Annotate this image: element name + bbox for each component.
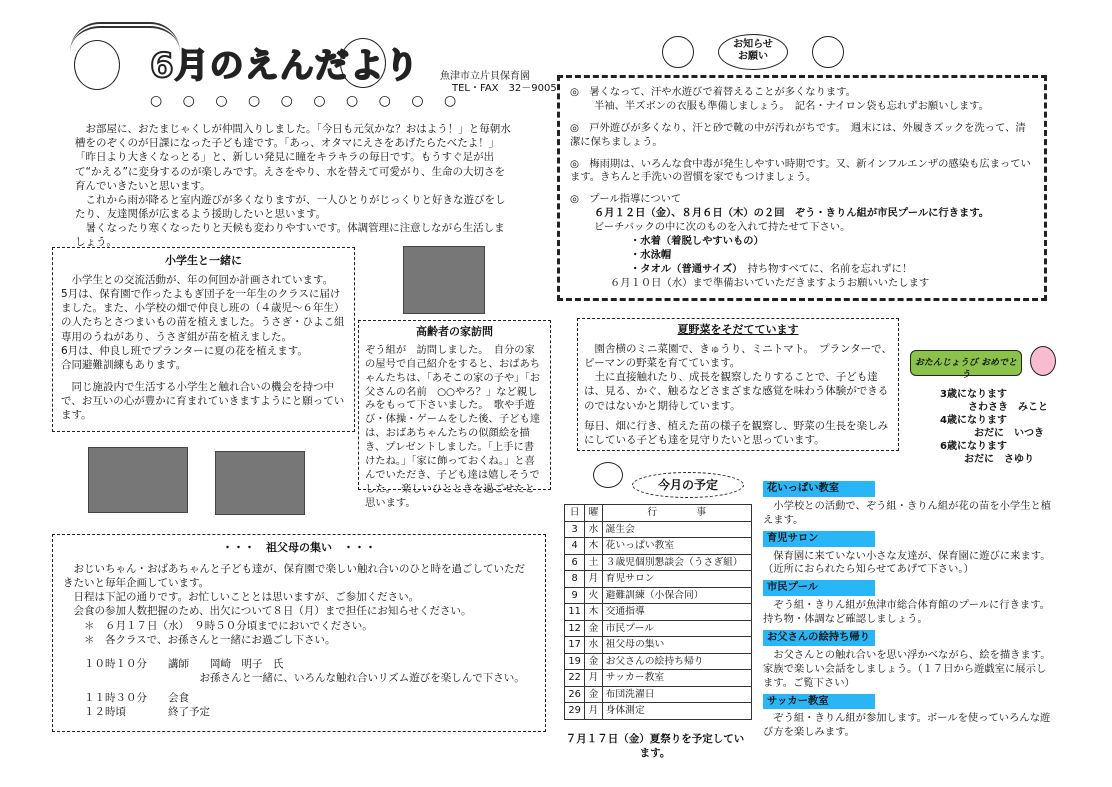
notice-line — [570, 263, 1034, 277]
table-row — [565, 686, 752, 703]
table-cell: 4 — [565, 538, 585, 555]
event-body: 小学校との活動で、ぞう組・きりん組が花の苗を小学生と植えます。 — [763, 499, 1052, 526]
event-body: お父さんとの触れ合いを思い浮かべながら、絵を描きます。 家族で楽しい会話をしましょう。（１７日から遊戯室に展示します。ご覧下さい） — [763, 648, 1056, 689]
photo-field-planting — [88, 447, 188, 513]
birthday-list — [920, 388, 1070, 466]
school-name: 魚津市立片貝保育園 — [440, 71, 530, 82]
notice-line: ・水着（着脱しやすいもの） — [630, 235, 764, 248]
event-heading: サッカー教室 — [763, 694, 875, 710]
intro-text — [75, 122, 515, 250]
table-row — [565, 538, 752, 555]
event-heading: 市民プール — [763, 580, 875, 596]
sofubo-line: １０時１０分 講師 岡崎 明子 氏 — [84, 657, 284, 670]
notice-item: ◎ 梅雨期は、いろんな食中毒が発生しやすい時期です。又、新インフルエンザの感染も広まっています。きちんと手洗いの習慣を家でもつけましょう。 — [570, 157, 1031, 184]
table-cell: 月 — [585, 571, 602, 588]
schedule-title: 今月の予定 — [632, 472, 744, 498]
photo-field-planting-2 — [215, 451, 305, 515]
event-body: 保育園に来ていない小さな友達が、保育園に遊びに来ます。（近所におられたら知らせてあげて下さい。） — [763, 549, 1051, 576]
notice-line: ビーチバックの中に次のものを入れて持たせて下さい。 — [594, 221, 851, 234]
table-cell: 水 — [585, 521, 602, 538]
table-cell: サッカー教室 — [602, 670, 751, 687]
birthday-line: 3歳になります — [940, 389, 1007, 400]
birthday-line: おだに いつき — [974, 428, 1044, 439]
photo-kids-painting — [403, 246, 485, 314]
sofubo-line: １２時頃 終了予定 — [84, 706, 210, 719]
table-cell: お父さんの絵持ち帰り — [602, 653, 751, 670]
table-cell: 火 — [585, 587, 602, 604]
table-cell: 花いっぱい教室 — [602, 538, 751, 555]
notices-box — [557, 75, 1047, 301]
notice-line: ◎ 暑くなって、汗や水遊びで着替えることが多くなります。 — [570, 86, 856, 98]
table-row — [565, 703, 752, 720]
sofubo-line: ＊ ６月１７日（水） ９時５０分頃までにおいでください。 — [84, 619, 373, 632]
table-cell: 8 — [565, 571, 585, 588]
shogaku-paragraph: 5月は、保育園で作ったよもぎ団子を一年生のクラスに届けました。また、小学校の畑で仲良し班の（４歳児～６年生）の人たちとさつまいもの苗を植えました。うさぎ・ひよこ組専用のうねがあり、うさぎ組が苗を植えました。 — [61, 288, 345, 343]
table-cell: 木 — [585, 538, 602, 555]
table-cell: 6 — [565, 554, 585, 571]
notice-item: ◎ プール指導について — [570, 193, 682, 206]
schedule-header: 曜 — [585, 505, 602, 522]
intro-paragraph: 暑くなったり寒くなったりと天候も変わりやすいです。体調管理に注意しながら生活しましょう。 — [75, 222, 505, 249]
table-cell: 避難訓練（小保合同） — [602, 587, 751, 604]
table-row — [565, 587, 752, 604]
table-cell: 金 — [585, 686, 602, 703]
sofubo-title: ・・・ 祖父母の集い ・・・ — [222, 541, 376, 554]
shogaku-box — [52, 247, 355, 432]
notice-text: 持ち物すべてに、名前を忘れずに！ — [747, 262, 913, 275]
table-cell: 22 — [565, 670, 585, 687]
girl-face-icon — [662, 36, 694, 68]
snail-icon — [593, 462, 623, 488]
table-cell: 月 — [585, 670, 602, 687]
table-row — [565, 521, 752, 538]
boy-face-icon — [812, 36, 844, 68]
table-cell: 17 — [565, 637, 585, 654]
shogaku-title: 小学生と一緒に — [165, 254, 242, 267]
event-heading: 花いっぱい教室 — [763, 481, 875, 497]
table-cell: 祖父母の集い — [602, 637, 751, 654]
yasai-paragraph: 土に直接触れたり、成長を観察したりすることで、子ども達は、見る、かぐ、触るなどさまざまな感覚を味わう体験ができるのではないかと期待しています。 — [584, 371, 889, 412]
event-body: ぞう組・きりん組が魚津市総合体育館のプールに行きます。持ち物・体調など確認しましょう。 — [763, 599, 1050, 626]
schedule-table — [564, 504, 752, 720]
table-cell: 12 — [565, 620, 585, 637]
koreisha-body: ぞう組が 訪問しました。 自分の家の屋号で自己紹介をすると、おばあちゃんたちは、「あそこの家の子や」「お父さんの名前 ○○やろ？」など親しみをもって下さいました。 歌や手遊び・体操・ゲームをした後、子ども達は、おばあちゃんたちの似顔絵を描き、プレゼントしました。「上手に書けたね。」「家に飾っておくね。」と喜んでいただき、子ども達は嬉しそうでした。 楽しいひとときを過ごせたと思います。 — [365, 343, 541, 509]
shogaku-paragraph: 同じ施設内で生活する小学生と触れ合いの機会を持つ中で、お互いの心が豊かに育まれていきますようにと願っています。 — [61, 381, 345, 422]
yasai-paragraph: 毎日、畑に行き、植えた苗の様子を観察し、野菜の生長を楽しみにしている子ども達を見守りたいと思っています。 — [584, 419, 889, 446]
notice-item — [570, 86, 1034, 114]
page-title: 6月のえんだより — [150, 46, 420, 86]
schedule-header-row — [565, 505, 752, 522]
intro-paragraph: これから雨が降ると室内遊びが多くなりますが、一人ひとりがじっくりと好きな遊びをしたり、友達関係が広まるよう援助したいと思います。 — [75, 193, 506, 221]
yasai-paragraph: 園舎横のミニ菜園で、きゅうり、ミニトマト。 プランターで、ピーマンの野菜を育てています。 — [584, 342, 892, 370]
birthday-line: 6歳になります — [940, 441, 1007, 452]
schedule-header: 日 — [565, 505, 585, 522]
sofubo-line: 日程は下記の通りです。お忙しいこととは思いますが、ご参加ください。 — [73, 591, 420, 604]
table-cell: 誕生会 — [602, 521, 751, 538]
table-row — [565, 620, 752, 637]
event-heading: お父さんの絵持ち帰り — [763, 630, 875, 646]
girl-illustration-icon — [74, 40, 120, 90]
table-cell: 身体測定 — [602, 703, 751, 720]
yasai-box — [577, 318, 899, 451]
table-row — [565, 604, 752, 621]
shogaku-paragraph: 小学生との交流活動が、年の何回か計画されています。 — [71, 273, 334, 286]
table-cell: 市民プール — [602, 620, 751, 637]
sofubo-line: おじいちゃん・おばあちゃんと子ども達が、保育園で楽しい触れ合いのひと時を過ごしていただきたいと毎年企画しています。 — [63, 562, 525, 590]
event-heading: 育児サロン — [763, 531, 875, 547]
table-cell: 11 — [565, 604, 585, 621]
sofubo-line: お孫さんと一緒に、いろんな触れ合いリズム遊びを楽しんで下さい。 — [199, 672, 525, 685]
bubble-decoration: ○ ○ ○ ○ ○ ○ ○ ○ ○ ○ — [150, 93, 465, 109]
koreisha-title: 高齢者の家訪問 — [416, 325, 493, 338]
table-row — [565, 670, 752, 687]
birthday-banner-text: おたんじょうび おめでとう — [914, 358, 1018, 381]
table-cell: 月 — [585, 703, 602, 720]
table-row — [565, 653, 752, 670]
notice-item: ◎ 戸外遊びが多くなり、汗と砂で靴の中が汚れがちです。 週末には、外履きズックを洗って、清潔に保ちましょう。 — [570, 121, 1026, 148]
table-cell: 交通指導 — [602, 604, 751, 621]
table-cell: 金 — [585, 620, 602, 637]
schedule-note: ７月１７日（金）夏祭りを予定しています。 — [565, 733, 745, 760]
table-cell: 育児サロン — [602, 571, 751, 588]
notice-bubble-text: お知らせ お願い — [733, 39, 773, 62]
birthday-line: さわさき みこと — [968, 402, 1048, 413]
strawberry-cake-icon — [1030, 346, 1056, 376]
birthday-line: おだに さゆり — [964, 454, 1034, 465]
table-cell: 3 — [565, 521, 585, 538]
notice-line: ６月１０日（水）まで準備おいていただきますようお願いいたします — [610, 276, 930, 289]
event-descriptions — [763, 478, 1056, 740]
table-cell: 26 — [565, 686, 585, 703]
sofubo-box — [52, 534, 546, 732]
schedule-header: 行 事 — [602, 505, 751, 522]
sofubo-line: １１時３０分 会食 — [84, 692, 189, 705]
table-cell: 19 — [565, 653, 585, 670]
table-row — [565, 554, 752, 571]
notice-line: ・水泳帽 — [630, 248, 672, 261]
table-cell: 水 — [585, 637, 602, 654]
koreisha-box — [358, 320, 551, 509]
table-cell: 29 — [565, 703, 585, 720]
table-cell: 木 — [585, 604, 602, 621]
school-tel: TEL・FAX 32－9005 — [452, 83, 557, 94]
table-cell: 土 — [585, 554, 602, 571]
birthday-line: 4歳になります — [940, 415, 1007, 426]
yasai-title: 夏野菜をそだてています — [677, 323, 799, 336]
schedule-body — [565, 521, 752, 719]
birthday-banner — [910, 350, 1022, 381]
table-cell: 9 — [565, 587, 585, 604]
shogaku-paragraph: 合同避難訓練もあります。 — [61, 358, 187, 371]
shogaku-paragraph: 6月は、仲良し班でプランターに夏の花を植えます。 — [61, 344, 308, 357]
event-body: ぞう組・きりん組が参加します。ボールを使っていろんな遊び方を楽しみます。 — [763, 712, 1051, 739]
notice-line: ６月１２日（金）、８月６日（木）の２回 ぞう・きりん組が市民プールに行きます。 — [594, 207, 990, 220]
notice-line: 半袖、半ズボンの衣服も準備しましょう。 記名・ナイロン袋も忘れずお願いします。 — [594, 99, 989, 112]
intro-paragraph: お部屋に、おたまじゃくしが仲間入りしました。「今日も元気かな？おはよう！」と毎朝水槽をのぞくのが日課になった子ども達です。「あっ、オタマにえさをあげたらたべたよ！」「昨日より大きくなっとる」と、新しい発見に瞳をキラキラの毎日です。もうすぐ足が出て“かえる”に変身するのが楽しみです。えさをやり、水を替えて可愛がり、生命の大切さを育んでいきたいと思います。 — [75, 123, 511, 192]
table-row — [565, 637, 752, 654]
table-cell: 金 — [585, 653, 602, 670]
table-cell: ３歳児個別懇談会（うさぎ組） — [602, 554, 751, 571]
sofubo-line: 会食の参加人数把握のため、出欠について８日（月）まで担任にお知らせください。 — [73, 605, 472, 618]
table-row — [565, 571, 752, 588]
notice-bubble — [718, 34, 788, 70]
table-cell: 布団洗濯日 — [602, 686, 751, 703]
sofubo-line: ＊ 各クラスで、お孫さんと一緒にお過ごし下さい。 — [84, 633, 336, 646]
notice-text: ・タオル（普通サイズ） — [630, 262, 738, 275]
